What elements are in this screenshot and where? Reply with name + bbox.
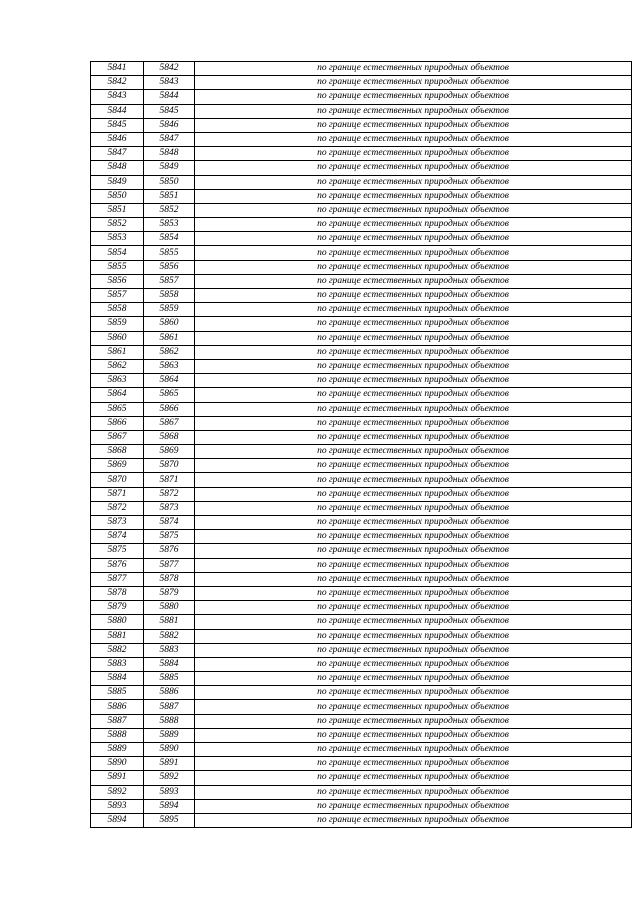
table-row	[91, 601, 632, 615]
point-from-cell: 5870	[91, 473, 144, 487]
table-row	[91, 629, 632, 643]
point-from-cell: 5893	[91, 799, 144, 813]
point-from-cell: 5859	[91, 317, 144, 331]
point-from-cell: 5848	[91, 161, 144, 175]
description-cell: по границе естественных природных объектов	[195, 76, 632, 90]
table-row	[91, 218, 632, 232]
point-from-cell: 5894	[91, 813, 144, 827]
table-row	[91, 147, 632, 161]
table-row	[91, 62, 632, 76]
description-cell: по границе естественных природных объектов	[195, 686, 632, 700]
point-from-cell: 5845	[91, 118, 144, 132]
table-row	[91, 359, 632, 373]
point-from-cell: 5881	[91, 629, 144, 643]
point-to-cell: 5876	[144, 544, 195, 558]
table-row	[91, 76, 632, 90]
point-to-cell: 5879	[144, 586, 195, 600]
point-from-cell: 5847	[91, 147, 144, 161]
table-row	[91, 104, 632, 118]
description-cell: по границе естественных природных объектов	[195, 657, 632, 671]
point-to-cell: 5884	[144, 657, 195, 671]
point-to-cell: 5880	[144, 601, 195, 615]
description-cell: по границе естественных природных объектов	[195, 317, 632, 331]
description-cell: по границе естественных природных объектов	[195, 771, 632, 785]
description-cell: по границе естественных природных объектов	[195, 416, 632, 430]
description-cell: по границе естественных природных объектов	[195, 757, 632, 771]
table-row	[91, 459, 632, 473]
point-to-cell: 5891	[144, 757, 195, 771]
table-row	[91, 402, 632, 416]
description-cell: по границе естественных природных объектов	[195, 728, 632, 742]
table-row	[91, 799, 632, 813]
point-from-cell: 5855	[91, 260, 144, 274]
point-to-cell: 5862	[144, 345, 195, 359]
point-from-cell: 5864	[91, 388, 144, 402]
point-to-cell: 5878	[144, 572, 195, 586]
point-from-cell: 5876	[91, 558, 144, 572]
table-row	[91, 672, 632, 686]
table-row	[91, 714, 632, 728]
point-to-cell: 5848	[144, 147, 195, 161]
point-to-cell: 5851	[144, 189, 195, 203]
description-cell: по границе естественных природных объектов	[195, 558, 632, 572]
point-from-cell: 5874	[91, 530, 144, 544]
description-cell: по границе естественных природных объектов	[195, 118, 632, 132]
point-to-cell: 5856	[144, 260, 195, 274]
table-row	[91, 445, 632, 459]
point-from-cell: 5853	[91, 232, 144, 246]
table-row	[91, 813, 632, 827]
description-cell: по границе естественных природных объектов	[195, 132, 632, 146]
point-to-cell: 5890	[144, 743, 195, 757]
point-to-cell: 5894	[144, 799, 195, 813]
point-from-cell: 5882	[91, 643, 144, 657]
table-row	[91, 161, 632, 175]
point-from-cell: 5854	[91, 246, 144, 260]
point-from-cell: 5863	[91, 374, 144, 388]
point-to-cell: 5845	[144, 104, 195, 118]
description-cell: по границе естественных природных объектов	[195, 374, 632, 388]
point-from-cell: 5856	[91, 274, 144, 288]
point-from-cell: 5857	[91, 289, 144, 303]
description-cell: по границе естественных природных объектов	[195, 175, 632, 189]
table-row	[91, 615, 632, 629]
description-cell: по границе естественных природных объектов	[195, 430, 632, 444]
table-row	[91, 757, 632, 771]
table-row	[91, 388, 632, 402]
point-to-cell: 5870	[144, 459, 195, 473]
description-cell: по границе естественных природных объектов	[195, 586, 632, 600]
description-cell: по границе естественных природных объектов	[195, 615, 632, 629]
description-cell: по границе естественных природных объектов	[195, 260, 632, 274]
table-row	[91, 657, 632, 671]
point-from-cell: 5891	[91, 771, 144, 785]
point-from-cell: 5851	[91, 203, 144, 217]
point-from-cell: 5852	[91, 218, 144, 232]
point-from-cell: 5849	[91, 175, 144, 189]
point-from-cell: 5878	[91, 586, 144, 600]
point-to-cell: 5853	[144, 218, 195, 232]
point-from-cell: 5892	[91, 785, 144, 799]
point-from-cell: 5883	[91, 657, 144, 671]
point-from-cell: 5889	[91, 743, 144, 757]
point-to-cell: 5842	[144, 62, 195, 76]
description-cell: по границе естественных природных объектов	[195, 289, 632, 303]
table-row	[91, 643, 632, 657]
description-cell: по границе естественных природных объектов	[195, 232, 632, 246]
point-to-cell: 5864	[144, 374, 195, 388]
table-row	[91, 118, 632, 132]
point-from-cell: 5862	[91, 359, 144, 373]
description-cell: по границе естественных природных объектов	[195, 359, 632, 373]
table-row	[91, 771, 632, 785]
description-cell: по границе естественных природных объектов	[195, 62, 632, 76]
table-row	[91, 203, 632, 217]
point-from-cell: 5858	[91, 303, 144, 317]
point-to-cell: 5867	[144, 416, 195, 430]
table-row	[91, 516, 632, 530]
point-to-cell: 5869	[144, 445, 195, 459]
point-from-cell: 5868	[91, 445, 144, 459]
description-cell: по границе естественных природных объектов	[195, 743, 632, 757]
point-from-cell: 5860	[91, 331, 144, 345]
table-row	[91, 289, 632, 303]
point-from-cell: 5850	[91, 189, 144, 203]
point-to-cell: 5861	[144, 331, 195, 345]
point-to-cell: 5889	[144, 728, 195, 742]
point-from-cell: 5865	[91, 402, 144, 416]
description-cell: по границе естественных природных объектов	[195, 459, 632, 473]
table-row	[91, 430, 632, 444]
table-row	[91, 303, 632, 317]
point-to-cell: 5863	[144, 359, 195, 373]
table-row	[91, 700, 632, 714]
point-to-cell: 5874	[144, 516, 195, 530]
point-to-cell: 5887	[144, 700, 195, 714]
table-row	[91, 572, 632, 586]
description-cell: по границе естественных природных объектов	[195, 572, 632, 586]
description-cell: по границе естественных природных объектов	[195, 643, 632, 657]
point-to-cell: 5883	[144, 643, 195, 657]
point-to-cell: 5892	[144, 771, 195, 785]
point-from-cell: 5841	[91, 62, 144, 76]
point-to-cell: 5865	[144, 388, 195, 402]
table-row	[91, 728, 632, 742]
point-from-cell: 5869	[91, 459, 144, 473]
point-to-cell: 5857	[144, 274, 195, 288]
table-row	[91, 175, 632, 189]
description-cell: по границе естественных природных объектов	[195, 629, 632, 643]
point-to-cell: 5849	[144, 161, 195, 175]
table-row	[91, 345, 632, 359]
description-cell: по границе естественных природных объектов	[195, 402, 632, 416]
point-from-cell: 5885	[91, 686, 144, 700]
point-from-cell: 5861	[91, 345, 144, 359]
point-to-cell: 5852	[144, 203, 195, 217]
description-cell: по границе естественных природных объектов	[195, 274, 632, 288]
description-cell: по границе естественных природных объектов	[195, 813, 632, 827]
description-cell: по границе естественных природных объектов	[195, 714, 632, 728]
point-to-cell: 5893	[144, 785, 195, 799]
description-cell: по границе естественных природных объектов	[195, 700, 632, 714]
point-from-cell: 5872	[91, 501, 144, 515]
point-to-cell: 5895	[144, 813, 195, 827]
table-row	[91, 473, 632, 487]
point-to-cell: 5866	[144, 402, 195, 416]
point-to-cell: 5871	[144, 473, 195, 487]
point-from-cell: 5890	[91, 757, 144, 771]
description-cell: по границе естественных природных объектов	[195, 218, 632, 232]
description-cell: по границе естественных природных объектов	[195, 544, 632, 558]
point-to-cell: 5854	[144, 232, 195, 246]
description-cell: по границе естественных природных объектов	[195, 601, 632, 615]
table-row	[91, 260, 632, 274]
description-cell: по границе естественных природных объектов	[195, 303, 632, 317]
table-row	[91, 487, 632, 501]
table-row	[91, 274, 632, 288]
description-cell: по границе естественных природных объектов	[195, 516, 632, 530]
point-to-cell: 5858	[144, 289, 195, 303]
description-cell: по границе естественных природных объектов	[195, 161, 632, 175]
description-cell: по границе естественных природных объектов	[195, 203, 632, 217]
point-from-cell: 5844	[91, 104, 144, 118]
table-row	[91, 544, 632, 558]
table-row	[91, 530, 632, 544]
point-from-cell: 5871	[91, 487, 144, 501]
point-to-cell: 5886	[144, 686, 195, 700]
point-to-cell: 5843	[144, 76, 195, 90]
point-to-cell: 5875	[144, 530, 195, 544]
point-to-cell: 5860	[144, 317, 195, 331]
point-from-cell: 5846	[91, 132, 144, 146]
description-cell: по границе естественных природных объектов	[195, 388, 632, 402]
description-cell: по границе естественных природных объектов	[195, 189, 632, 203]
point-from-cell: 5843	[91, 90, 144, 104]
point-to-cell: 5882	[144, 629, 195, 643]
table-row	[91, 743, 632, 757]
description-cell: по границе естественных природных объектов	[195, 473, 632, 487]
point-from-cell: 5884	[91, 672, 144, 686]
table-row	[91, 501, 632, 515]
point-to-cell: 5888	[144, 714, 195, 728]
table-row	[91, 785, 632, 799]
description-cell: по границе естественных природных объектов	[195, 246, 632, 260]
description-cell: по границе естественных природных объектов	[195, 345, 632, 359]
table-row	[91, 246, 632, 260]
table-row	[91, 132, 632, 146]
table-row	[91, 317, 632, 331]
point-from-cell: 5888	[91, 728, 144, 742]
point-to-cell: 5877	[144, 558, 195, 572]
table-row	[91, 331, 632, 345]
description-cell: по границе естественных природных объектов	[195, 331, 632, 345]
point-to-cell: 5855	[144, 246, 195, 260]
point-to-cell: 5873	[144, 501, 195, 515]
point-to-cell: 5868	[144, 430, 195, 444]
point-from-cell: 5880	[91, 615, 144, 629]
description-cell: по границе естественных природных объектов	[195, 487, 632, 501]
point-to-cell: 5844	[144, 90, 195, 104]
point-to-cell: 5881	[144, 615, 195, 629]
description-cell: по границе естественных природных объектов	[195, 90, 632, 104]
table-row	[91, 586, 632, 600]
description-cell: по границе естественных природных объектов	[195, 104, 632, 118]
description-cell: по границе естественных природных объектов	[195, 445, 632, 459]
description-cell: по границе естественных природных объектов	[195, 501, 632, 515]
table-row	[91, 189, 632, 203]
point-from-cell: 5873	[91, 516, 144, 530]
table-row	[91, 232, 632, 246]
point-from-cell: 5886	[91, 700, 144, 714]
point-to-cell: 5847	[144, 132, 195, 146]
point-to-cell: 5846	[144, 118, 195, 132]
boundary-points-table	[90, 61, 632, 828]
table-row	[91, 558, 632, 572]
table-row	[91, 686, 632, 700]
point-from-cell: 5867	[91, 430, 144, 444]
point-to-cell: 5859	[144, 303, 195, 317]
point-from-cell: 5877	[91, 572, 144, 586]
point-from-cell: 5887	[91, 714, 144, 728]
table-body	[91, 62, 632, 828]
point-from-cell: 5866	[91, 416, 144, 430]
table-row	[91, 90, 632, 104]
table-row	[91, 374, 632, 388]
table-row	[91, 416, 632, 430]
description-cell: по границе естественных природных объектов	[195, 785, 632, 799]
point-from-cell: 5879	[91, 601, 144, 615]
description-cell: по границе естественных природных объектов	[195, 530, 632, 544]
point-to-cell: 5872	[144, 487, 195, 501]
point-from-cell: 5842	[91, 76, 144, 90]
point-from-cell: 5875	[91, 544, 144, 558]
description-cell: по границе естественных природных объектов	[195, 672, 632, 686]
point-to-cell: 5850	[144, 175, 195, 189]
description-cell: по границе естественных природных объектов	[195, 799, 632, 813]
description-cell: по границе естественных природных объектов	[195, 147, 632, 161]
point-to-cell: 5885	[144, 672, 195, 686]
